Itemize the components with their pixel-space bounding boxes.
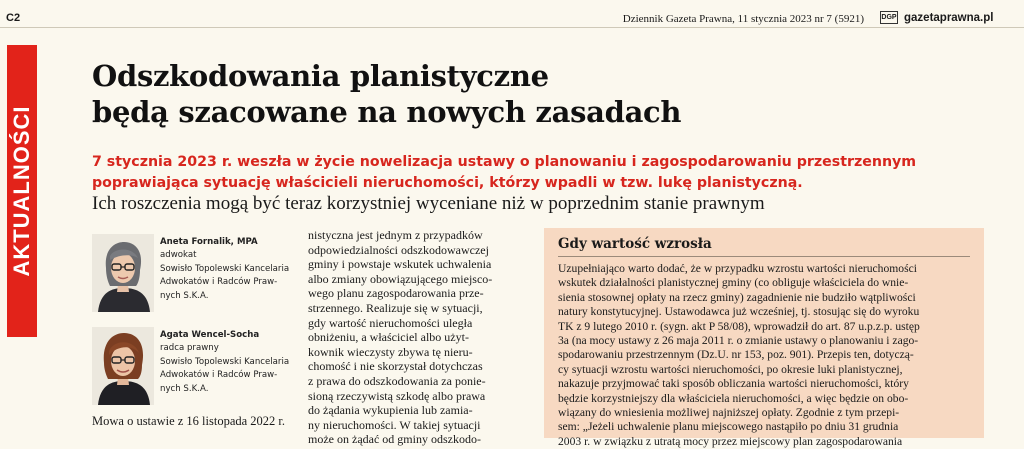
box-line: sienia stosownej opłaty na rzecz gminy) zagadnienie nie budziło wątpliwości bbox=[558, 290, 916, 304]
article-title bbox=[92, 58, 681, 130]
section-label: AKTUALNOŚCI bbox=[9, 105, 34, 277]
author-info bbox=[160, 236, 289, 303]
box-line: będzie korzystniejszy dla właściciela nieruchomości, a więc będzie on obo- bbox=[558, 391, 909, 405]
author-info bbox=[160, 329, 289, 396]
column-line: chomość i nie skorzystał dotychczas bbox=[308, 359, 483, 374]
column-line: może on żądać od gminy odszkodo- bbox=[308, 432, 481, 447]
lead-line: poprawiająca sytuację właścicieli nieruchomości, którzy wpadli w tzw. lukę planistyczną. bbox=[92, 175, 803, 191]
author-firm-line: Sowisło Topolewski Kancelaria bbox=[160, 263, 290, 274]
sidebar-box bbox=[544, 228, 984, 448]
column-line: strzennego. Realizuje się w sytuacji, bbox=[308, 300, 483, 315]
author-firm-line: Adwokatów i Radców Praw- bbox=[160, 277, 278, 288]
author-role: radca prawny bbox=[160, 343, 219, 354]
author-name: Agata Wencel-Socha bbox=[160, 330, 260, 340]
author-card bbox=[92, 327, 302, 415]
title-line: będą szacowane na nowych zasadach bbox=[92, 95, 682, 129]
box-line: natury konstytucyjnej. Ustawodawca już wcześniej, tj. stosując się do wyroku bbox=[558, 305, 920, 319]
column-line: do żądania wykupienia lub zamia- bbox=[308, 403, 473, 418]
article-lead bbox=[92, 152, 916, 194]
column-line: obniżeniu, a właściciel albo użyt- bbox=[308, 330, 469, 345]
box-text bbox=[558, 262, 920, 449]
author-name: Aneta Fornalik, MPA bbox=[160, 237, 258, 247]
column-line: kownik wieczysty zbywa tę nieru- bbox=[308, 344, 473, 359]
column-line: wego planu zagospodarowania prze- bbox=[308, 286, 484, 301]
author-firm-line: Sowisło Topolewski Kancelaria bbox=[160, 356, 290, 367]
dgp-logo: DGP bbox=[880, 11, 898, 24]
column-line: albo zmiany obowiązującego miejsco- bbox=[308, 271, 493, 286]
page-number: C2 bbox=[6, 12, 21, 24]
author-firm-line: nych S.K.A. bbox=[160, 383, 209, 394]
box-line: spodarowaniu przestrzennym (Dz.U. nr 153, poz. 901). Przepis ten, dotyczą- bbox=[558, 348, 914, 362]
box-title: Gdy wartość wzrosła bbox=[558, 236, 712, 252]
author-firm-line: Adwokatów i Radców Praw- bbox=[160, 370, 278, 381]
column-line: gdy wartość nieruchomości uległa bbox=[308, 315, 473, 330]
box-line: nakazuje przyjmować taki sposób obliczania wartości nieruchomości, który bbox=[558, 377, 909, 391]
article-column bbox=[308, 228, 534, 447]
lead-line: 7 stycznia 2023 r. weszła w życie nowelizacja ustawy o planowaniu i zagospodarowaniu przestrzennym bbox=[92, 154, 917, 170]
body-text-start: Mowa o ustawie z 16 listopada 2022 r. bbox=[92, 414, 286, 428]
article-subtitle: Ich roszczenia mogą być teraz korzystniej wyceniane niż w poprzednim stanie prawnym bbox=[92, 193, 765, 214]
author-firm-line: nych S.K.A. bbox=[160, 290, 209, 301]
title-line: Odszkodowania planistyczne bbox=[92, 59, 549, 93]
box-divider bbox=[558, 256, 970, 257]
author-photo-icon bbox=[92, 327, 154, 405]
box-line: TK z 9 lutego 2010 r. (sygn. akt P 58/08), wprowadził do art. 87 u.p.z.p. ustęp bbox=[558, 319, 920, 333]
box-line: wiązany do wniesienia możliwej najniższej opłaty. Zgodnie z tym przepi- bbox=[558, 406, 900, 420]
author-role: adwokat bbox=[160, 250, 197, 261]
site-link[interactable]: gazetaprawna.pl bbox=[904, 12, 994, 24]
box-line: 2003 r. w związku z utratą mocy przez miejscowy plan zagospodarowania bbox=[558, 434, 903, 448]
box-line: sem: „Jeżeli uchwalenie planu miejscowego nastąpiło po dniu 31 grudnia bbox=[558, 420, 899, 434]
box-line: Uzupełniająco warto dodać, że w przypadku wzrostu wartości nieruchomości bbox=[558, 262, 917, 275]
column-line: odpowiedzialności odszkodowawczej bbox=[308, 242, 489, 257]
box-line: 3a (na mocy ustawy z 26 maja 2011 r. o zmianie ustawy o planowaniu i zago- bbox=[558, 334, 919, 348]
masthead: Dziennik Gazeta Prawna, 11 stycznia 2023 nr 7 (5921) bbox=[622, 13, 864, 25]
page-header bbox=[0, 0, 1024, 28]
column-line: sioną rzeczywistą szkodę albo prawa bbox=[308, 388, 486, 403]
author-photo-icon bbox=[92, 234, 154, 312]
column-line: z prawa do odszkodowania za ponie- bbox=[308, 373, 486, 388]
author-card bbox=[92, 234, 302, 322]
box-line: cy sytuacji wzrostu wartości nieruchomości, po okresie luki planistycznej, bbox=[558, 362, 903, 376]
column-line: nistyczna jest jednym z przypadków bbox=[308, 228, 483, 242]
box-line: wskutek działalności planistycznej gminy (co obliguje właściciela do wnie- bbox=[558, 276, 909, 290]
section-tab bbox=[7, 45, 37, 337]
column-line: gminy i powstaje wskutek uchwalenia bbox=[308, 257, 492, 272]
column-line: ny nieruchomości. W takiej sytuacji bbox=[308, 417, 481, 432]
